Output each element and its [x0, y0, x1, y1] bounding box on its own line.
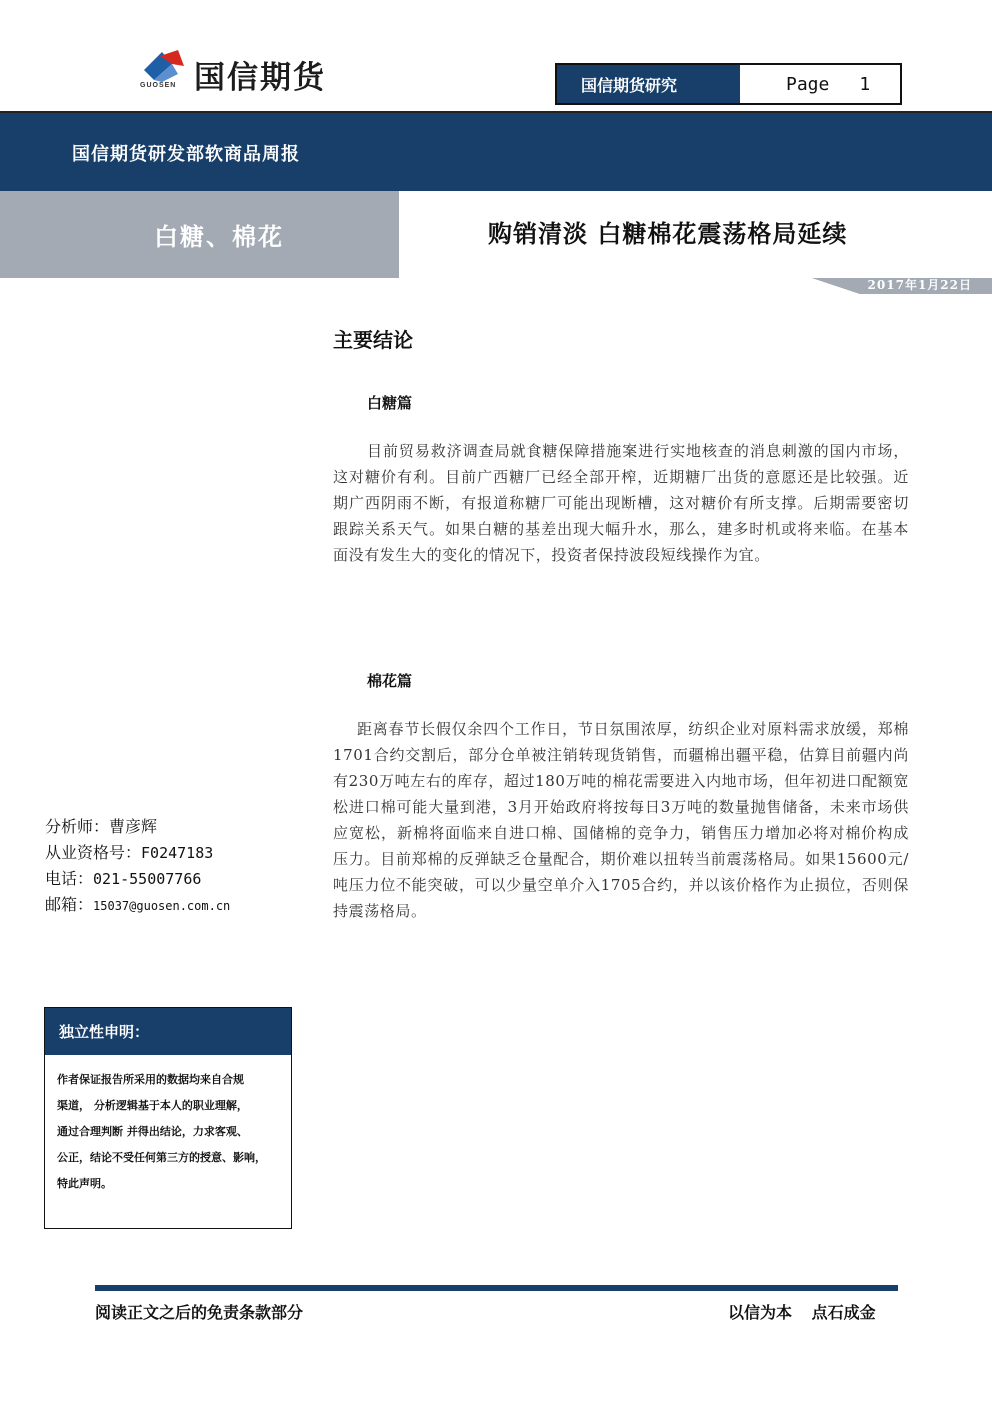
analyst-info	[45, 814, 230, 919]
declaration-line: 公正，结论不受任何第三方的授意、影响，	[57, 1151, 266, 1164]
commodity-tag-panel	[0, 191, 399, 278]
cotton-paragraph: 距离春节长假仅余四个工作日，节日氛围浓厚，纺织企业对原料需求放缓，郑棉1701合约交割后，部分仓单被注销转现货销售，而疆棉出疆平稳，估算目前疆内尚有230万吨左右的库存，超过180万吨的棉花需要进入内地市场，但年初进口配额宽松进口棉可能大量到港，3月开始政府将按每日3万吨的数量抛售储备，未来市场供应宽松，新棉将面临来自进口棉、国储棉的竞争力，销售压力增加必将对棉价构成压力。目前郑棉的反弹缺乏仓量配合，期价难以扭转当前震荡格局。如果15600元/吨压力位不能突破，可以少量空单介入1705合约，并以该价格作为止损位，否则保持震荡格局。	[333, 720, 909, 920]
analyst-name-row	[45, 814, 230, 840]
commodity-tag: 白糖、棉花	[154, 222, 284, 251]
sugar-paragraph: 目前贸易救济调查局就食糖保障措施案进行实地核查的消息刺激的国内市场，这对糖价有利。目前广西糖厂已经全部开榨，近期糖厂出货的意愿还是比较强。近期广西阴雨不断，有报道称糖厂可能出现断槽，这对糖价有所支撑。后期需要密切跟踪关系天气。如果白糖的基差出现大幅升水，那么，建多时机或将来临。在基本面没有发生大的变化的情况下，投资者保持波段短线操作为宜。	[333, 442, 909, 564]
research-label: 国信期货研究	[557, 65, 740, 103]
analyst-phone-row	[45, 866, 230, 892]
analyst-email[interactable]: 15037@guosen.com.cn	[93, 899, 231, 913]
sugar-heading: 白糖篇	[367, 394, 413, 412]
page-indicator-box	[555, 63, 902, 105]
page-label: Page	[786, 73, 830, 95]
logo-subtext: GUOSEN	[140, 82, 177, 89]
analyst-phone-label: 电话：	[45, 869, 94, 888]
declaration-line: 通过合理判断 并得出结论，力求客观、	[57, 1125, 248, 1138]
cotton-heading: 棉花篇	[367, 672, 413, 690]
declaration-line: 特此声明。	[57, 1177, 112, 1190]
independence-declaration	[44, 1007, 292, 1229]
analyst-name-label: 分析师：	[45, 817, 110, 836]
declaration-body	[45, 1055, 291, 1197]
page-indicator	[740, 65, 900, 103]
analyst-cert: F0247183	[141, 844, 214, 862]
report-date: 2017年1月22日	[867, 278, 972, 292]
analyst-cert-label: 从业资格号：	[45, 843, 142, 862]
analyst-email-row	[45, 892, 230, 919]
company-logo	[138, 48, 368, 94]
section-title: 主要结论	[333, 328, 413, 352]
declaration-title: 独立性申明：	[45, 1008, 291, 1055]
analyst-name: 曹彦辉	[109, 817, 158, 836]
date-strip	[0, 278, 992, 294]
declaration-line: 作者保证报告所采用的数据均来自合规	[57, 1073, 244, 1086]
logo-text: 国信期货	[194, 60, 326, 96]
analyst-email-label: 邮箱：	[45, 895, 94, 914]
report-title-band	[0, 113, 992, 191]
declaration-line: 渠道， 分析逻辑基于本人的职业理解，	[57, 1099, 248, 1112]
analyst-phone: 021-55007766	[93, 870, 202, 888]
analyst-cert-row	[45, 840, 230, 866]
report-series-title: 国信期货研发部软商品周报	[72, 144, 300, 165]
footer-disclaimer: 阅读正文之后的免责条款部分	[95, 1303, 304, 1322]
page-number: 1	[859, 73, 871, 95]
footer-slogan: 以信为本 点石成金	[728, 1303, 876, 1322]
footer-divider	[95, 1285, 898, 1291]
report-headline: 购销清淡 白糖棉花震荡格局延续	[488, 219, 848, 248]
